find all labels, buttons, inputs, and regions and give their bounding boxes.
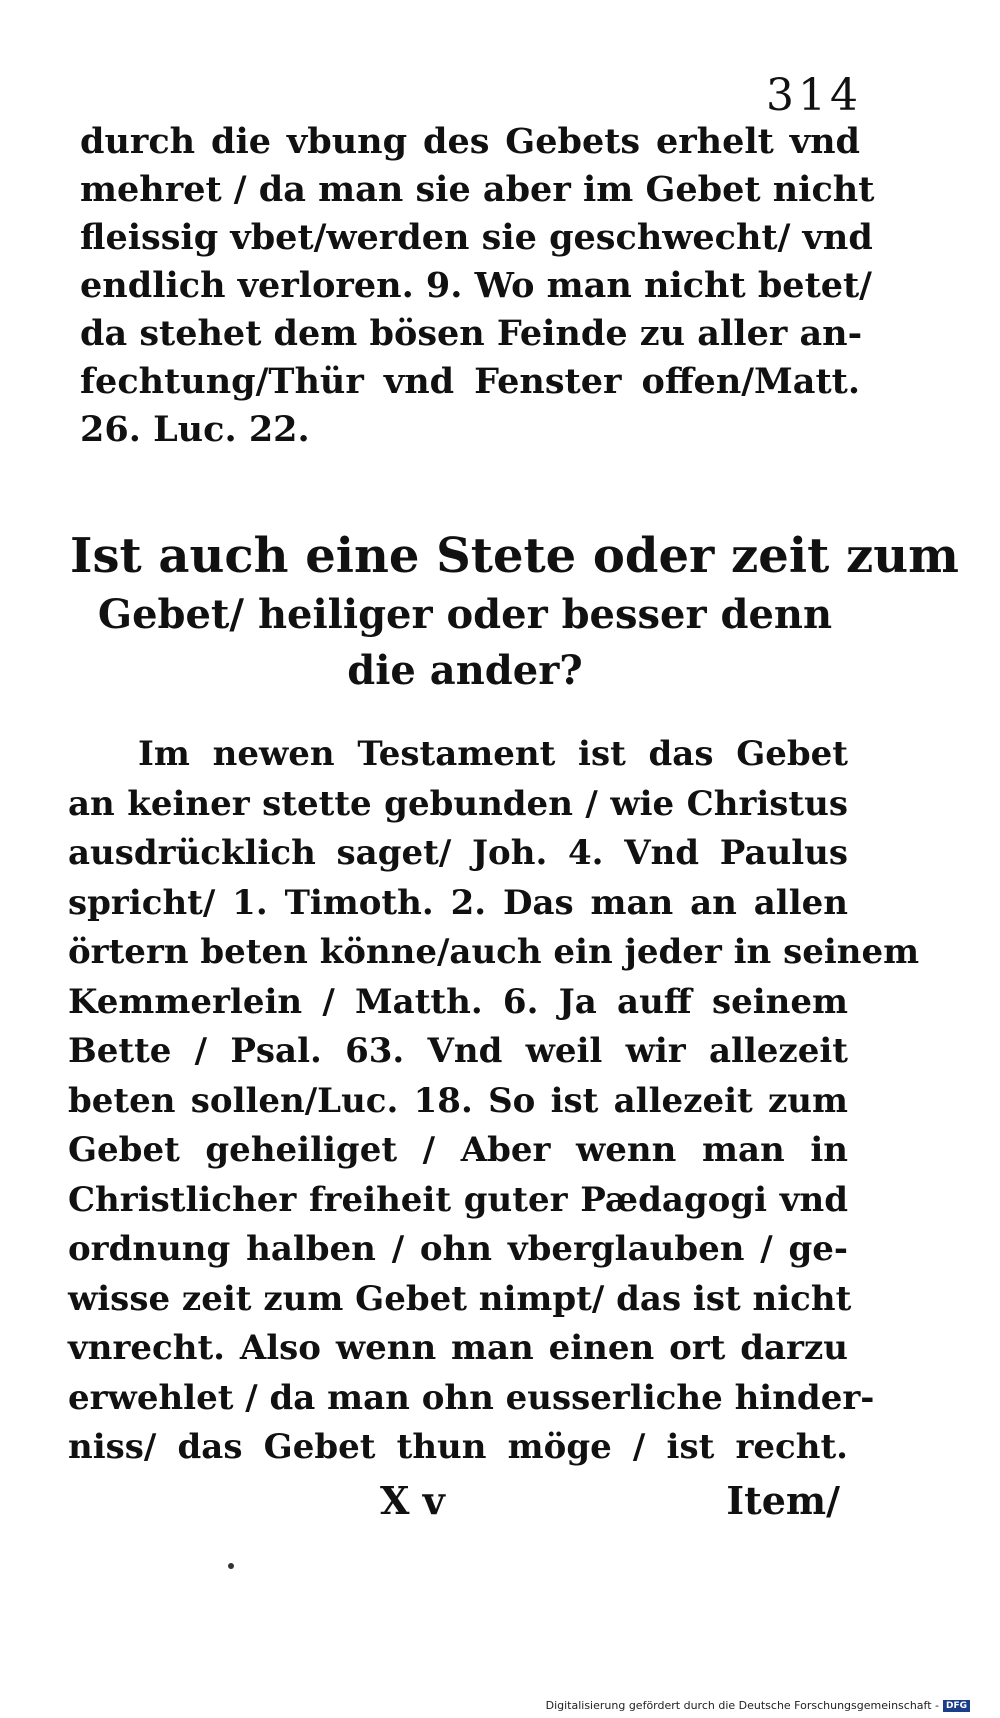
heading-line: Gebet/ heiliger oder besser denn xyxy=(97,591,833,638)
funding-credit: Digitalisierung gefördert durch die Deutsche Forschungsgemeinschaft - xyxy=(545,1699,939,1712)
paragraph-continuation xyxy=(80,118,875,454)
text-line: Christlicher freiheit guter Pædagogi vnd xyxy=(68,1179,848,1220)
text-line: mehret / da man sie aber im Gebet nicht xyxy=(80,169,875,210)
text-line: spricht/ 1. Timoth. 2. Das man an allen xyxy=(68,882,848,923)
answer-paragraph xyxy=(68,730,920,1473)
text-line: endlich verloren. 9. Wo man nicht betet/ xyxy=(80,265,872,306)
text-line: Gebet geheiliget / Aber wenn man in xyxy=(68,1130,848,1170)
ink-speck xyxy=(228,1563,234,1569)
text-line: Bette / Psal. 63. Vnd weil wir allezeit xyxy=(68,1031,848,1071)
heading-line: die ander? xyxy=(347,647,583,694)
text-line: wisse zeit zum Gebet nimpt/ das ist nicht xyxy=(68,1278,852,1319)
section-heading xyxy=(70,525,959,699)
text-line: fechtung/Thür vnd Fenster offen/Matt. xyxy=(80,361,860,402)
signature-mark: X v xyxy=(380,1478,445,1523)
text-line: 26. Luc. 22. xyxy=(80,409,310,450)
text-line: ordnung halben / ohn vberglauben / ge- xyxy=(68,1229,848,1269)
text-line: ausdrücklich saget/ Joh. 4. Vnd Paulus xyxy=(68,833,848,873)
text-line: Im newen Testament ist das Gebet xyxy=(138,734,848,774)
catchword: Item/ xyxy=(726,1478,840,1523)
text-line: beten sollen/Luc. 18. So ist allezeit zum xyxy=(68,1080,848,1121)
text-line: vnrecht. Also wenn man einen ort darzu xyxy=(68,1328,848,1368)
heading-line: Ist auch eine Stete oder zeit zum xyxy=(70,528,959,584)
text-line: da stehet dem bösen Feinde zu aller an- xyxy=(80,313,863,354)
text-line: niss/ das Gebet thun möge / ist recht. xyxy=(68,1427,848,1467)
text-line: erwehlet / da man ohn eusserliche hinder- xyxy=(68,1377,875,1418)
text-line: örtern beten könne/auch ein jeder in seinem xyxy=(68,932,920,972)
text-line: fleissig vbet/werden sie geschwecht/ vnd xyxy=(80,217,873,258)
page-number: 314 xyxy=(766,70,862,121)
text-line: durch die vbung des Gebets erhelt vnd xyxy=(80,121,860,162)
text-line: Kemmerlein / Matth. 6. Ja auff seinem xyxy=(68,981,848,1022)
digitization-footer xyxy=(546,1699,970,1712)
text-line: an keiner stette gebunden / wie Christus xyxy=(68,783,848,824)
dfg-logo: DFG xyxy=(943,1700,970,1712)
